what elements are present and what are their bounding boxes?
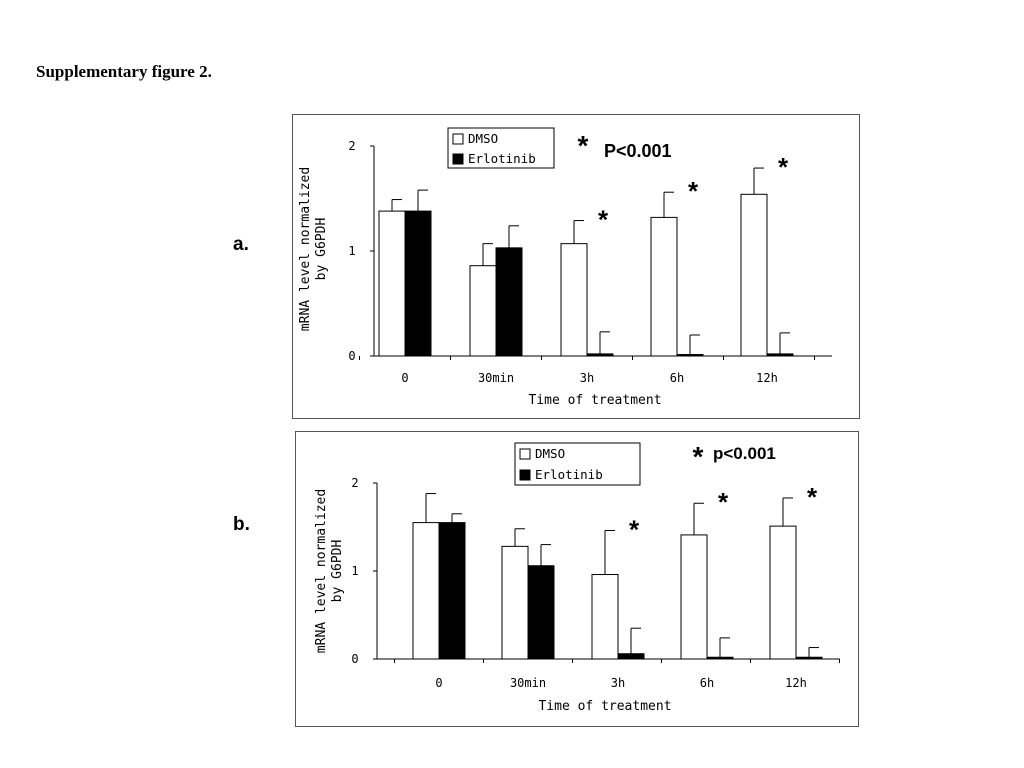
y-tick-label: 1 xyxy=(348,244,356,258)
bar-dmso xyxy=(413,523,439,659)
significance-star: * xyxy=(628,514,640,545)
x-tick-label: 6h xyxy=(699,676,715,690)
significance-star: * xyxy=(597,204,609,235)
y-tick-label: 0 xyxy=(348,349,356,363)
x-tick-label: 12h xyxy=(785,676,807,690)
chart-panel-a xyxy=(292,114,860,419)
legend-swatch-erlotinib xyxy=(453,154,463,164)
legend-label: Erlotinib xyxy=(468,151,536,166)
significance-star: * xyxy=(687,176,699,207)
significance-note-star: * xyxy=(692,441,704,472)
y-tick-label: 2 xyxy=(351,476,359,490)
significance-note-star: * xyxy=(577,130,589,161)
x-tick-label: 3h xyxy=(579,371,595,385)
y-tick-label: 2 xyxy=(348,139,356,153)
bar-erlotinib xyxy=(767,354,793,356)
legend-swatch-dmso xyxy=(453,134,463,144)
legend-label: Erlotinib xyxy=(535,467,603,482)
significance-star: * xyxy=(777,152,789,183)
bar-dmso xyxy=(470,266,496,356)
y-tick-label: 0 xyxy=(351,652,359,666)
x-tick-label: 3h xyxy=(610,676,626,690)
x-tick-label: 12h xyxy=(756,371,778,385)
x-tick-label: 0 xyxy=(435,676,443,690)
figure-title: Supplementary figure 2. xyxy=(36,62,212,81)
bar-dmso xyxy=(651,217,677,356)
bar-erlotinib xyxy=(439,523,465,659)
y-tick-label: 1 xyxy=(351,564,359,578)
y-axis-title: mRNA level normalized xyxy=(298,166,313,332)
panel-label-a: a. xyxy=(233,234,249,255)
x-axis-title: Time of treatment xyxy=(528,393,662,408)
significance-star: * xyxy=(717,487,729,518)
legend-swatch-erlotinib xyxy=(520,470,530,480)
bar-dmso xyxy=(502,546,528,659)
bar-erlotinib xyxy=(496,248,522,356)
x-axis-title: Time of treatment xyxy=(538,699,672,714)
x-tick-label: 0 xyxy=(401,371,409,385)
bar-erlotinib xyxy=(796,657,822,659)
bar-erlotinib xyxy=(677,355,703,357)
bar-erlotinib xyxy=(618,654,644,659)
y-axis-title: by G6PDH xyxy=(314,217,329,281)
bar-dmso xyxy=(379,211,405,356)
significance-note-text: P<0.001 xyxy=(604,141,672,161)
significance-star: * xyxy=(806,481,818,512)
bar-dmso xyxy=(770,526,796,659)
y-axis-title: mRNA level normalized xyxy=(314,488,329,654)
bar-dmso xyxy=(561,244,587,356)
y-axis-title: by G6PDH xyxy=(330,539,345,603)
bar-erlotinib xyxy=(405,211,431,356)
chart-panel-b xyxy=(295,431,859,727)
x-tick-label: 30min xyxy=(509,676,547,690)
bar-erlotinib xyxy=(587,354,613,356)
bar-dmso xyxy=(741,194,767,356)
bar-dmso xyxy=(592,575,618,659)
bar-erlotinib xyxy=(528,566,554,659)
bar-dmso xyxy=(681,535,707,659)
x-tick-label: 30min xyxy=(477,371,515,385)
bar-erlotinib xyxy=(707,657,733,659)
x-tick-label: 6h xyxy=(669,371,685,385)
legend-swatch-dmso xyxy=(520,449,530,459)
legend-label: DMSO xyxy=(468,131,499,146)
panel-label-b: b. xyxy=(233,514,250,535)
legend-label: DMSO xyxy=(535,446,566,461)
significance-note-text: p<0.001 xyxy=(713,444,776,463)
